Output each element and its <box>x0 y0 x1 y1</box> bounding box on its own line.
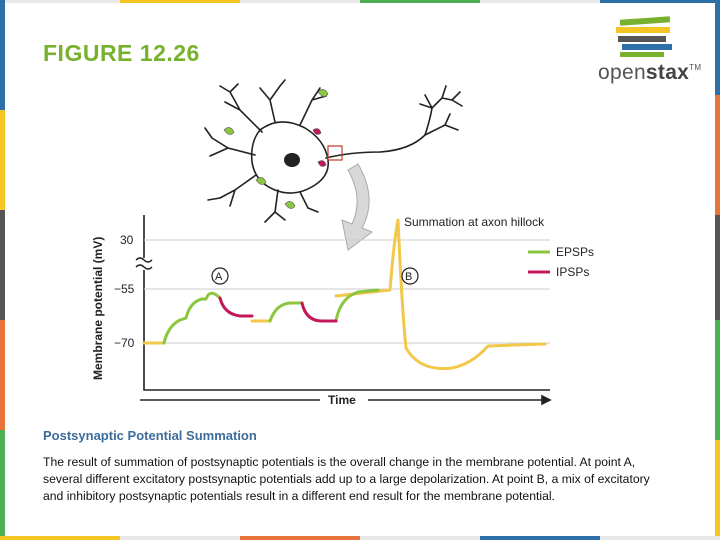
left-color-stripe <box>0 0 5 540</box>
point-a-label: A <box>215 271 223 283</box>
y-tick-55: −55 <box>114 282 135 296</box>
axon-terminal <box>420 86 462 108</box>
legend-ipsp-label: IPSPs <box>556 265 590 279</box>
dendrite <box>260 80 285 122</box>
caption-title: Postsynaptic Potential Summation <box>43 428 257 443</box>
summation-trace <box>144 220 545 369</box>
dendrite <box>265 190 285 222</box>
y-tick-30: 30 <box>120 233 134 247</box>
x-axis-label: Time <box>328 393 356 407</box>
logo-text-light: open <box>598 61 646 84</box>
point-b-marker <box>402 268 418 284</box>
right-color-stripe <box>715 0 720 540</box>
logo-tm: TM <box>689 63 702 72</box>
top-color-stripe <box>0 0 720 3</box>
logo-text-bold: stax <box>645 61 690 84</box>
dendrite <box>300 192 318 212</box>
epsp-trace <box>164 290 378 343</box>
nucleus <box>284 153 300 167</box>
point-a-marker <box>212 268 228 284</box>
summation-figure <box>80 80 595 410</box>
neuron-illustration <box>205 80 462 222</box>
y-axis-label: Membrane potential (mV) <box>91 236 105 380</box>
openstax-wordmark <box>598 61 701 85</box>
axon-hillock-highlight <box>328 146 342 160</box>
dendrite <box>220 84 262 132</box>
point-b-label: B <box>405 271 413 283</box>
bottom-color-stripe <box>0 536 720 540</box>
legend <box>528 245 594 279</box>
axis-break <box>136 258 152 269</box>
legend-epsp-label: EPSPs <box>556 245 595 259</box>
caption-body: The result of summation of postsynaptic potentials is the overall change in the membrane potential. At point A, several different excitatory postsynaptic potentials add up to a large depolarization. At point B, a mix of excitatory and inhibitory postsynaptic potentials result in a different end result for the membrane potential. <box>43 455 650 503</box>
slide-title: FIGURE 12.26 <box>43 40 200 66</box>
dendrite <box>208 175 256 206</box>
summation-annotation: Summation at axon hillock <box>404 215 545 229</box>
y-tick-70: −70 <box>114 336 135 350</box>
zoom-arrow-icon <box>342 164 372 250</box>
